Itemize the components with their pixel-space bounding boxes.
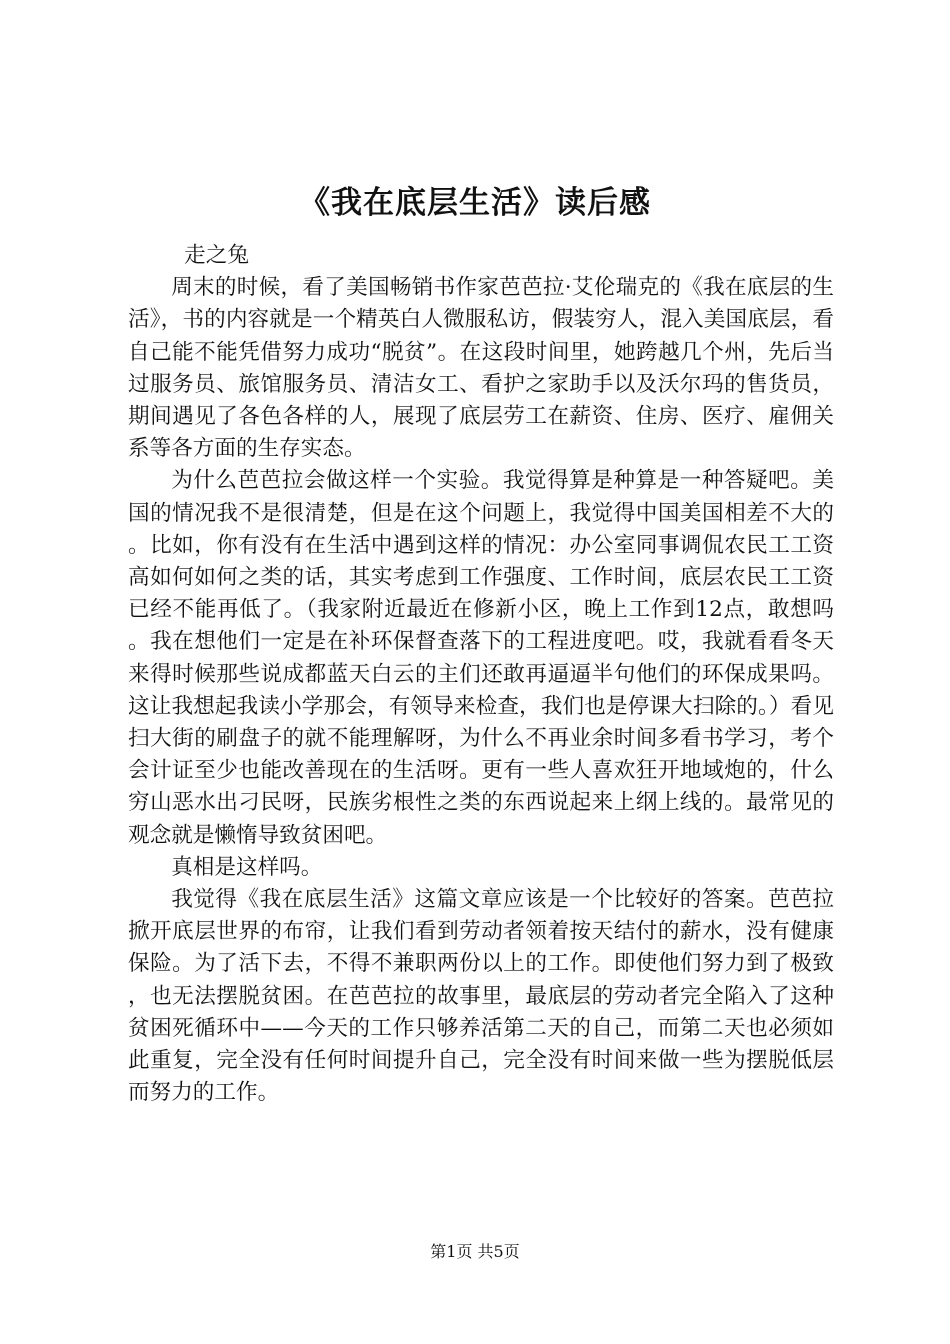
page-title: 《我在底层生活》读后感 (299, 185, 651, 221)
document-body (128, 240, 834, 1109)
paragraph-1: 周末的时候，看了美国畅销书作家芭芭拉·艾伦瑞克的《我在底层的生活》，书的内容就是一个精英白人微服私访，假装穷人，混入美国底层，看自己能不能凭借努力成功“脱贫”。在这段时间里，她跨越几个州，先后当过服务员、旅馆服务员、清洁女工、看护之家助手以及沃尔玛的售货员，期间遇见了各色各样的人，展现了底层劳工在薪资、住房、医疗、雇佣关系等各方面的生存实态。 (128, 275, 834, 462)
paragraph-3: 真相是这样吗。 (171, 854, 323, 880)
author-name: 走之兔 (184, 243, 249, 268)
paragraph-2: 为什么芭芭拉会做这样一个实验。我觉得算是种算是一种答疑吧。美国的情况我不是很清楚，但是在这个问题上，我觉得中国美国相差不大的。比如，你有没有在生活中遇到这样的情况：办公室同事调侃农民工工资高如何如何之类的话，其实考虑到工作强度、工作时间，底层农民工工资已经不能再低了。（我家附近最近在修新小区，晚上工作到12点，敢想吗。我在想他们一定是在补环保督查落下的工程进度吧。哎，我就看看冬天来得时候那些说成都蓝天白云的主们还敢再逼逼半句他们的环保成果吗。这让我想起我读小学那会，有领导来检查，我们也是停课大扫除的。）看见扫大街的刷盘子的就不能理解呀，为什么不再业余时间多看书学习，考个会计证至少也能改善现在的生活呀。更有一些人喜欢狂开地域炮的，什么穷山恶水出刁民呀，民族劣根性之类的东西说起来上纲上线的。最常见的观念就是懒惰导致贫困吧。 (128, 468, 834, 848)
page-number-footer: 第1页 共5页 (430, 1242, 520, 1261)
paragraph-4: 我觉得《我在底层生活》这篇文章应该是一个比较好的答案。芭芭拉掀开底层世界的布帘，让我们看到劳动者领着按天结付的薪水，没有健康保险。为了活下去，不得不兼职两份以上的工作。即使他们努力到了极致，也无法摆脱贫困。在芭芭拉的故事里，最底层的劳动者完全陷入了这种贫困死循环中——今天的工作只够养活第二天的自己，而第二天也必须如此重复，完全没有任何时间提升自己，完全没有时间来做一些为摆脱低层而努力的工作。 (128, 887, 834, 1106)
